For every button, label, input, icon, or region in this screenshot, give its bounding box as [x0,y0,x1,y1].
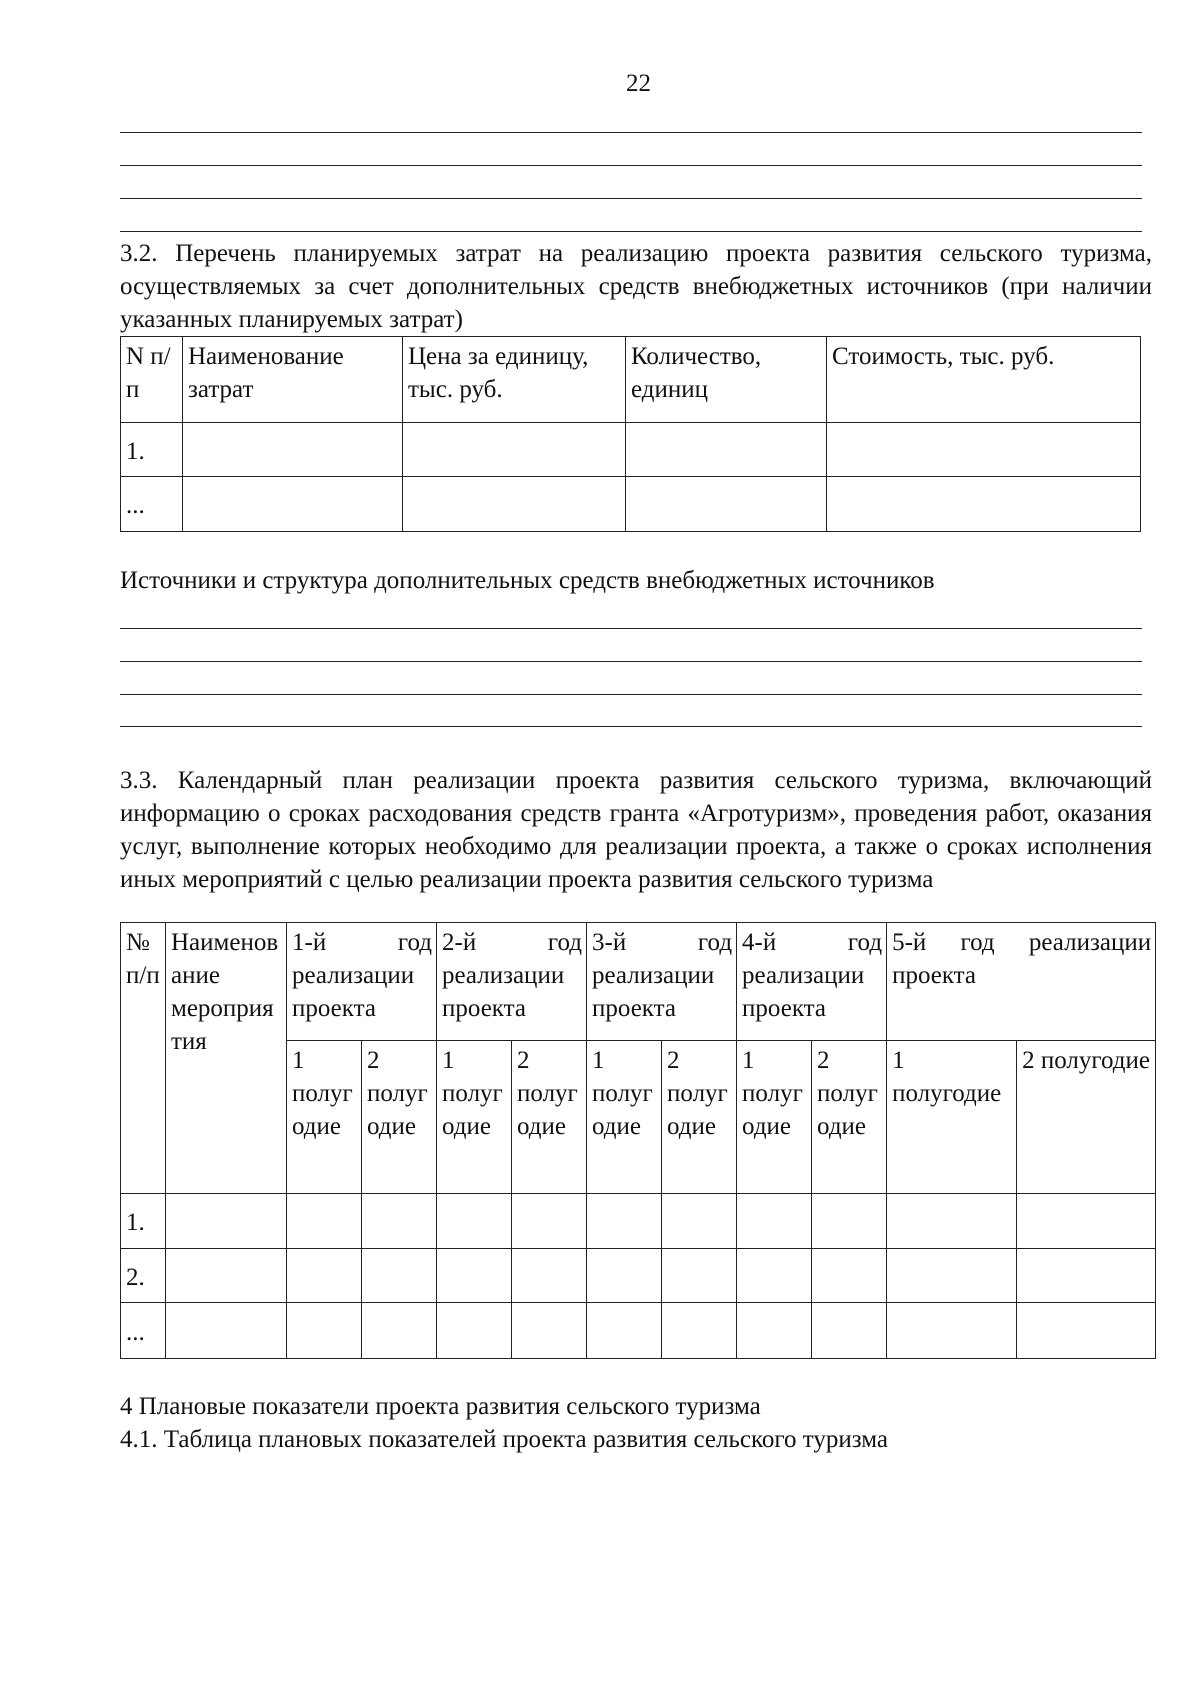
table-cell[interactable] [362,1249,437,1303]
half-year-header: 2 полугодие [362,1041,437,1194]
half-year-header: 2 полугодие [1017,1041,1156,1194]
year-4-header: 4-й год реализации проекта [737,923,887,1041]
table-row [121,1249,1156,1303]
table-cell[interactable] [887,1303,1017,1359]
row-number: 2. [121,1249,166,1303]
blank-line [120,231,1142,232]
table-row [121,1194,1156,1249]
table-cell[interactable] [662,1249,737,1303]
half-year-header: 1 полугодие [737,1041,812,1194]
year-2-header: 2-й год реализации проекта [437,923,587,1041]
table-cell[interactable] [812,1303,887,1359]
table-cell[interactable] [166,1249,287,1303]
column-header-event-name: Наименование мероприятия [166,923,287,1194]
table-cell[interactable] [587,1249,662,1303]
column-header: Количество, единиц [626,337,827,423]
table-cell[interactable] [362,1303,437,1359]
year-5-header: 5-й год реализации проекта [887,923,1156,1041]
half-year-header: 1 полугодие [587,1041,662,1194]
blank-line [120,628,1142,629]
table-cell[interactable] [662,1303,737,1359]
half-year-header: 2 полугодие [662,1041,737,1194]
table-cell[interactable] [183,423,403,477]
table-cell[interactable] [287,1194,362,1249]
extrabudgetary-sources-label: Источники и структура дополнительных средств внебюджетных источников [120,567,935,594]
table-cell[interactable] [737,1249,812,1303]
year-1-header: 1-й год реализации проекта [287,923,437,1041]
column-header-number: № п/п [121,923,166,1194]
table-cell[interactable] [887,1249,1017,1303]
row-number: ... [121,477,183,532]
table-cell[interactable] [626,477,827,532]
table-cell[interactable] [827,423,1141,477]
table-cell[interactable] [512,1194,587,1249]
planned-costs-table [120,336,1141,532]
table-header-row [121,923,1156,1041]
half-year-header: 1 полугодие [437,1041,512,1194]
blank-line [120,198,1142,199]
table-cell[interactable] [437,1194,512,1249]
blank-line [120,165,1142,166]
table-cell[interactable] [587,1303,662,1359]
blank-line [120,132,1142,133]
table-cell[interactable] [1017,1249,1156,1303]
half-year-header: 2 полугодие [812,1041,887,1194]
table-header-row [121,337,1141,423]
table-cell[interactable] [587,1194,662,1249]
table-cell[interactable] [512,1303,587,1359]
row-number: 1. [121,1194,166,1249]
table-cell[interactable] [183,477,403,532]
page-number: 22 [626,70,651,97]
table-cell[interactable] [287,1303,362,1359]
column-header: Стоимость, тыс. руб. [827,337,1141,423]
section-4-title: 4 Плановые показатели проекта развития сельского туризма [120,1393,761,1420]
table-cell[interactable] [737,1194,812,1249]
half-year-header: 1 полугодие [287,1041,362,1194]
table-cell[interactable] [812,1249,887,1303]
column-header: Цена за единицу, тыс. руб. [403,337,626,423]
table-cell[interactable] [437,1303,512,1359]
year-3-header: 3-й год реализации проекта [587,923,737,1041]
column-header: Наименование затрат [183,337,403,423]
table-cell[interactable] [403,423,626,477]
table-cell[interactable] [1017,1194,1156,1249]
table-row [121,477,1141,532]
table-cell[interactable] [662,1194,737,1249]
table-row [121,423,1141,477]
row-number: 1. [121,423,183,477]
table-cell[interactable] [827,477,1141,532]
table-row [121,1303,1156,1359]
row-number: ... [121,1303,166,1359]
half-year-header: 1 полугодие [887,1041,1017,1194]
table-cell[interactable] [166,1194,287,1249]
section-3-2-heading: 3.2. Перечень планируемых затрат на реализацию проекта развития сельского туризма, осуществляемых за счет дополнительных средств внебюджетных источников (при наличии указанных планируемых затрат) [120,240,1152,333]
table-cell[interactable] [737,1303,812,1359]
table-cell[interactable] [1017,1303,1156,1359]
table-cell[interactable] [626,423,827,477]
half-year-header: 2 полугодие [512,1041,587,1194]
table-cell[interactable] [437,1249,512,1303]
table-cell[interactable] [166,1303,287,1359]
table-cell[interactable] [512,1249,587,1303]
column-header: N п/п [121,337,183,423]
section-3-3-heading: 3.3. Календарный план реализации проекта развития сельского туризма, включающий информацию о сроках расходования средств гранта «Агротуризм», проведения работ, оказания услуг, выполнение которых необходимо для реализации проекта, а также о сроках исполнения иных мероприятий с целью реализации проекта развития сельского туризма [120,767,1152,893]
calendar-plan-table [120,922,1156,1359]
table-cell[interactable] [812,1194,887,1249]
blank-line [120,661,1142,662]
section-4-1-title: 4.1. Таблица плановых показателей проекта развития сельского туризма [120,1426,888,1453]
table-cell[interactable] [362,1194,437,1249]
table-cell[interactable] [887,1194,1017,1249]
table-cell[interactable] [287,1249,362,1303]
blank-line [120,694,1142,695]
blank-line [120,726,1142,727]
table-cell[interactable] [403,477,626,532]
